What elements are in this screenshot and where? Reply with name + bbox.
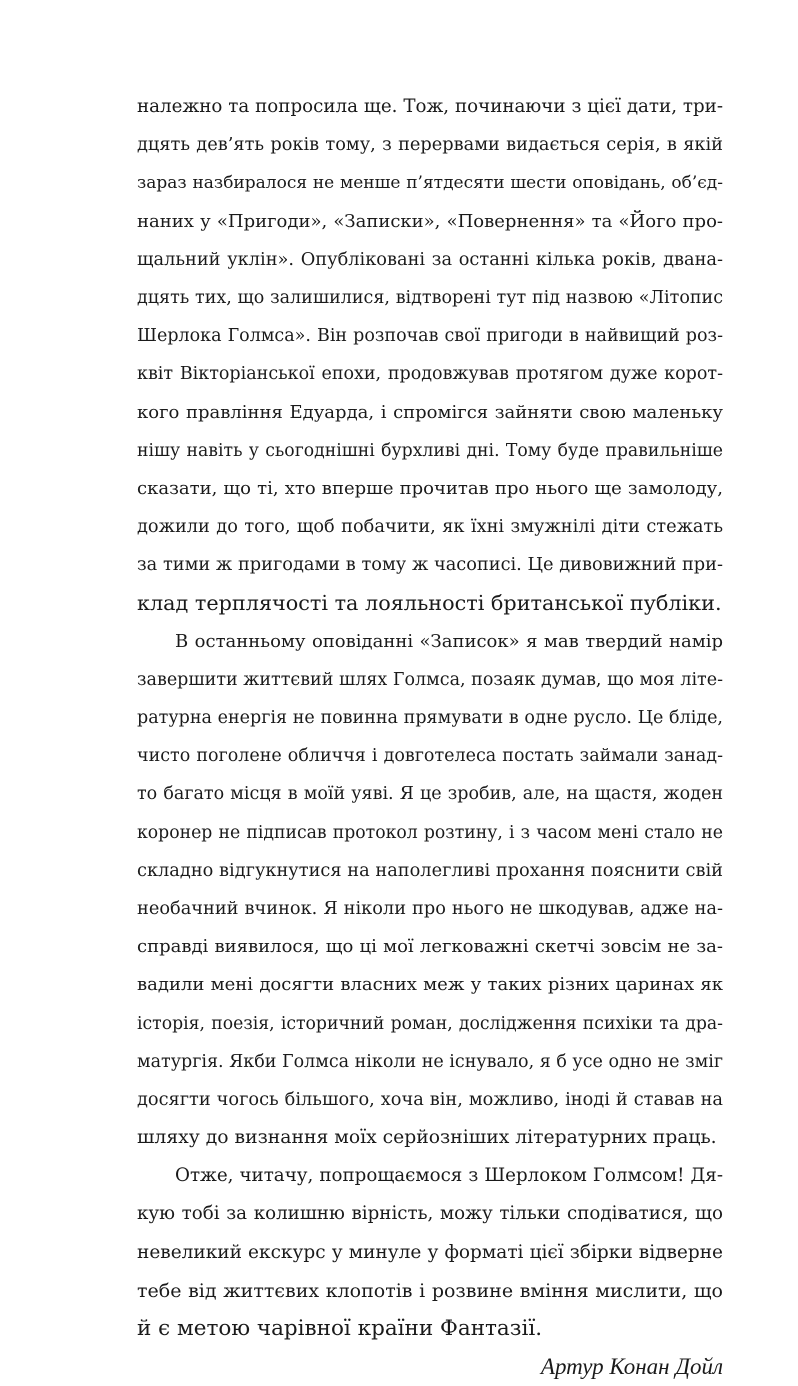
- text-line: історія, поезія, історичний роман, дослідження психіки та дра-: [137, 1013, 723, 1034]
- text-line: чисто поголене обличчя і довготелеса постать займали занад-: [137, 746, 723, 767]
- text-line: сказати, що ті, хто вперше прочитав про нього ще замолоду,: [137, 477, 723, 499]
- text-line: кую тобі за колишню вірність, можу тільки сподіватися, що: [137, 1203, 723, 1225]
- text-line: шляху до визнання моїх серйозніших літературних праць.: [137, 1127, 717, 1149]
- text-line: клад терплячості та лояльності британської публіки.: [137, 591, 722, 616]
- text-line: за тими ж пригодами в тому ж часописі. Це дивовижний при-: [137, 555, 723, 576]
- text-line: квіт Вікторіанської епохи, продовжував протягом дуже корот-: [137, 364, 723, 385]
- text-line: належно та попросила ще. Тож, починаючи з цієї дати, три-: [137, 96, 723, 117]
- text-line: зараз назбиралося не менше п’ятдесяти шести оповідань, об’єд-: [137, 173, 723, 194]
- text-line: дцять тих, що залишилися, відтворені тут під назвою «Літопис: [137, 287, 723, 308]
- text-line: необачний вчинок. Я ніколи про нього не шкодував, адже на-: [137, 898, 723, 919]
- text-line: справді виявилося, що ці мої легковажні скетчі зовсім не за-: [137, 936, 723, 958]
- text-line: вадили мені досягти власних меж у таких різних царинах як: [137, 974, 723, 996]
- text-line: щальний уклін». Опубліковані за останні кілька років, двана-: [137, 249, 723, 270]
- text-line: невеликий екскурс у минуле у форматі цієї збірки відверне: [137, 1241, 723, 1263]
- text-line: складно відгукнутися на наполегливі прохання пояснити свій: [137, 860, 723, 881]
- text-line: дцять дев’ять років тому, з перервами видається серія, в якій: [137, 135, 723, 156]
- text-line: коронер не підписав протокол розтину, і з часом мені стало не: [137, 822, 723, 843]
- text-line: то багато місця в моїй уяві. Я це зробив, але, на щастя, жоден: [137, 784, 723, 805]
- text-line: дожили до того, щоб побачити, як їхні змужнілі діти стежать: [137, 517, 723, 538]
- text-line: наних у «Пригоди», «Записки», «Повернення» та «Його про-: [137, 210, 723, 232]
- text-line: досягти чогось більшого, хоча він, можливо, іноді й ставав на: [137, 1089, 723, 1110]
- author-signature: Артур Конан Дойл: [540, 1354, 723, 1380]
- text-line: В останньому оповіданні «Записок» я мав твердий намір: [175, 630, 723, 652]
- text-line: завершити життєвий шлях Голмса, позаяк думав, що моя літе-: [137, 669, 723, 690]
- text-line: Шерлока Голмса». Він розпочав свої пригоди в найвищий роз-: [137, 326, 723, 347]
- body-text: [137, 88, 723, 1386]
- text-line: ратурна енергія не повинна прямувати в одне русло. Це бліде,: [137, 708, 723, 728]
- text-line: нішу навіть у сьогоднішні бурхливі дні. Тому буде правильніше: [137, 440, 723, 461]
- text-line: тебе від життєвих клопотів і розвине вміння мислити, що: [137, 1279, 723, 1302]
- text-line: Отже, читачу, попрощаємося з Шерлоком Голмсом! Дя-: [175, 1165, 723, 1187]
- text-line: кого правління Едуарда, і спромігся зайняти свою маленьку: [137, 401, 723, 423]
- text-line: матургія. Якби Голмса ніколи не існувало, я б усе одно не зміг: [137, 1051, 724, 1072]
- text-line: й є метою чарівної країни Фантазії.: [137, 1316, 543, 1341]
